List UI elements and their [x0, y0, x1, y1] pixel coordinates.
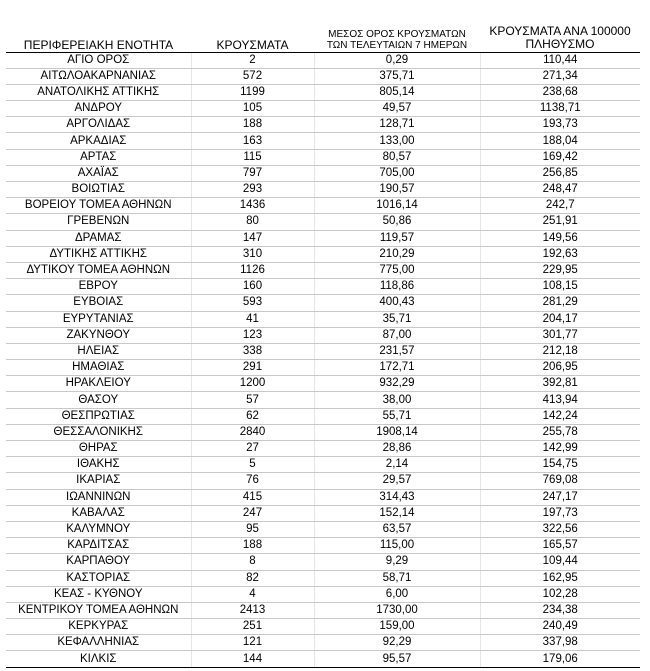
- cell-per100k: 240,49: [480, 619, 640, 635]
- table-row: [6, 279, 640, 295]
- cell-region: ΙΘΑΚΗΣ: [6, 457, 191, 473]
- cell-avg7: 6,00: [314, 586, 480, 602]
- cell-region: ΗΜΑΘΙΑΣ: [6, 360, 191, 376]
- cell-region: ΗΡΑΚΛΕΙΟΥ: [6, 376, 191, 392]
- table-row: [6, 343, 640, 359]
- cell-region: ΚΕΝΤΡΙΚΟΥ ΤΟΜΕΑ ΑΘΗΝΩΝ: [6, 602, 191, 618]
- cell-cases: 57: [191, 392, 314, 408]
- table-row: [6, 651, 640, 667]
- table-row: [6, 84, 640, 100]
- cell-cases: 415: [191, 489, 314, 505]
- cell-cases: 115: [191, 149, 314, 165]
- cell-per100k: 229,95: [480, 262, 640, 278]
- cell-region: ΚΕΑΣ - ΚΥΘΝΟΥ: [6, 586, 191, 602]
- cell-region: ΘΕΣΣΑΛΟΝΙΚΗΣ: [6, 424, 191, 440]
- cell-per100k: 149,56: [480, 230, 640, 246]
- cell-avg7: 9,29: [314, 554, 480, 570]
- cell-region: ΖΑΚΥΝΘΟΥ: [6, 327, 191, 343]
- cell-region: ΕΥΡΥΤΑΝΙΑΣ: [6, 311, 191, 327]
- table-row: [6, 262, 640, 278]
- cell-cases: 2840: [191, 424, 314, 440]
- cell-avg7: 1730,00: [314, 602, 480, 618]
- table-row: [6, 295, 640, 311]
- table-row: [6, 214, 640, 230]
- table-row: [6, 101, 640, 117]
- cell-avg7: 314,43: [314, 489, 480, 505]
- cell-per100k: 204,17: [480, 311, 640, 327]
- cell-avg7: 1016,14: [314, 198, 480, 214]
- table-row: [6, 327, 640, 343]
- cell-avg7: 190,57: [314, 182, 480, 198]
- table-row: [6, 538, 640, 554]
- cell-cases: 27: [191, 441, 314, 457]
- cell-per100k: 192,63: [480, 246, 640, 262]
- table-row: [6, 441, 640, 457]
- table-row: [6, 554, 640, 570]
- cell-region: ΙΩΑΝΝΙΝΩΝ: [6, 489, 191, 505]
- cell-cases: 1200: [191, 376, 314, 392]
- cell-region: ΒΟΡΕΙΟΥ ΤΟΜΕΑ ΑΘΗΝΩΝ: [6, 198, 191, 214]
- cell-cases: 163: [191, 133, 314, 149]
- cell-cases: 4: [191, 586, 314, 602]
- table-row: [6, 602, 640, 618]
- table-row: [6, 52, 640, 68]
- cell-avg7: 128,71: [314, 117, 480, 133]
- header-avg7-line2: ΤΩΝ ΤΕΛΕΥΤΑΙΩΝ 7 ΗΜΕΡΩΝ: [326, 39, 468, 51]
- cell-per100k: 281,29: [480, 295, 640, 311]
- cell-cases: 188: [191, 538, 314, 554]
- cell-avg7: 95,57: [314, 651, 480, 667]
- cell-avg7: 58,71: [314, 570, 480, 586]
- cell-avg7: 775,00: [314, 262, 480, 278]
- cell-per100k: 769,08: [480, 473, 640, 489]
- cases-table: [6, 18, 640, 668]
- cell-avg7: 80,57: [314, 149, 480, 165]
- cell-per100k: 248,47: [480, 182, 640, 198]
- cell-region: ΚΑΣΤΟΡΙΑΣ: [6, 570, 191, 586]
- table-row: [6, 376, 640, 392]
- cell-cases: 105: [191, 101, 314, 117]
- cell-per100k: 392,81: [480, 376, 640, 392]
- cell-avg7: 400,43: [314, 295, 480, 311]
- table-row: [6, 230, 640, 246]
- header-region-label: ΠΕΡΙΦΕΡΕΙΑΚΗ ΕΝΟΤΗΤΑ: [23, 37, 174, 52]
- cell-per100k: 162,95: [480, 570, 640, 586]
- cell-cases: 293: [191, 182, 314, 198]
- table-row: [6, 246, 640, 262]
- cell-avg7: 133,00: [314, 133, 480, 149]
- cell-region: ΗΛΕΙΑΣ: [6, 343, 191, 359]
- table-row: [6, 619, 640, 635]
- cell-region: ΑΧΑΪΑΣ: [6, 165, 191, 181]
- cell-cases: 572: [191, 68, 314, 84]
- cell-cases: 95: [191, 521, 314, 537]
- table-row: [6, 198, 640, 214]
- table-row: [6, 68, 640, 84]
- cell-per100k: 102,28: [480, 586, 640, 602]
- table-header: [6, 18, 640, 52]
- cell-region: ΕΥΒΟΙΑΣ: [6, 295, 191, 311]
- cell-region: ΚΑΡΠΑΘΟΥ: [6, 554, 191, 570]
- cell-region: ΚΑΡΔΙΤΣΑΣ: [6, 538, 191, 554]
- cell-per100k: 110,44: [480, 52, 640, 68]
- cell-avg7: 1908,14: [314, 424, 480, 440]
- cell-avg7: 49,57: [314, 101, 480, 117]
- header-avg7: [314, 18, 480, 52]
- table-row: [6, 408, 640, 424]
- cell-avg7: 63,57: [314, 521, 480, 537]
- cell-avg7: 375,71: [314, 68, 480, 84]
- table-row: [6, 505, 640, 521]
- cell-region: ΚΕΦΑΛΛΗΝΙΑΣ: [6, 635, 191, 651]
- header-row: [6, 18, 640, 52]
- cell-avg7: 92,29: [314, 635, 480, 651]
- cell-cases: 1126: [191, 262, 314, 278]
- cell-per100k: 271,34: [480, 68, 640, 84]
- table-row: [6, 133, 640, 149]
- cell-cases: 1199: [191, 84, 314, 100]
- cell-avg7: 55,71: [314, 408, 480, 424]
- cell-avg7: 0,29: [314, 52, 480, 68]
- cell-region: ΙΚΑΡΙΑΣ: [6, 473, 191, 489]
- cell-per100k: 179,06: [480, 651, 640, 667]
- table-row: [6, 360, 640, 376]
- cell-avg7: 932,29: [314, 376, 480, 392]
- table-row: [6, 392, 640, 408]
- cell-per100k: 197,73: [480, 505, 640, 521]
- cell-region: ΓΡΕΒΕΝΩΝ: [6, 214, 191, 230]
- cell-cases: 8: [191, 554, 314, 570]
- cell-per100k: 234,38: [480, 602, 640, 618]
- table-body: [6, 52, 640, 667]
- cell-avg7: 705,00: [314, 165, 480, 181]
- cell-region: ΑΙΤΩΛΟΑΚΑΡΝΑΝΙΑΣ: [6, 68, 191, 84]
- cell-cases: 338: [191, 343, 314, 359]
- cell-region: ΚΑΛΥΜΝΟΥ: [6, 521, 191, 537]
- cell-avg7: 87,00: [314, 327, 480, 343]
- cell-region: ΘΕΣΠΡΩΤΙΑΣ: [6, 408, 191, 424]
- cell-per100k: 322,56: [480, 521, 640, 537]
- cell-avg7: 152,14: [314, 505, 480, 521]
- cell-region: ΘΑΣΟΥ: [6, 392, 191, 408]
- cell-region: ΑΝΔΡΟΥ: [6, 101, 191, 117]
- cell-cases: 121: [191, 635, 314, 651]
- header-cases-label: ΚΡΟΥΣΜΑΤΑ: [216, 37, 289, 52]
- table-row: [6, 457, 640, 473]
- cell-region: ΔΥΤΙΚΗΣ ΑΤΤΙΚΗΣ: [6, 246, 191, 262]
- cell-cases: 247: [191, 505, 314, 521]
- cell-region: ΑΝΑΤΟΛΙΚΗΣ ΑΤΤΙΚΗΣ: [6, 84, 191, 100]
- cell-avg7: 38,00: [314, 392, 480, 408]
- cell-cases: 62: [191, 408, 314, 424]
- cell-region: ΔΡΑΜΑΣ: [6, 230, 191, 246]
- table-row: [6, 182, 640, 198]
- header-per100k-line2: ΠΛΗΘΥΣΜΟ: [525, 36, 595, 51]
- table-row: [6, 424, 640, 440]
- cell-cases: 5: [191, 457, 314, 473]
- cell-per100k: 109,44: [480, 554, 640, 570]
- cell-region: ΚΙΛΚΙΣ: [6, 651, 191, 667]
- cell-avg7: 172,71: [314, 360, 480, 376]
- cell-per100k: 301,77: [480, 327, 640, 343]
- cell-per100k: 242,7: [480, 198, 640, 214]
- cell-cases: 797: [191, 165, 314, 181]
- cell-avg7: 35,71: [314, 311, 480, 327]
- cell-cases: 147: [191, 230, 314, 246]
- cell-avg7: 2,14: [314, 457, 480, 473]
- cell-per100k: 251,91: [480, 214, 640, 230]
- table-row: [6, 165, 640, 181]
- cell-cases: 80: [191, 214, 314, 230]
- header-per100k: [480, 18, 640, 52]
- cell-cases: 1436: [191, 198, 314, 214]
- cell-per100k: 142,24: [480, 408, 640, 424]
- cell-avg7: 118,86: [314, 279, 480, 295]
- cell-per100k: 142,99: [480, 441, 640, 457]
- table-row: [6, 473, 640, 489]
- cell-avg7: 805,14: [314, 84, 480, 100]
- cell-avg7: 29,57: [314, 473, 480, 489]
- cell-region: ΑΡΚΑΔΙΑΣ: [6, 133, 191, 149]
- cell-per100k: 108,15: [480, 279, 640, 295]
- cell-avg7: 115,00: [314, 538, 480, 554]
- cell-avg7: 119,57: [314, 230, 480, 246]
- cell-avg7: 159,00: [314, 619, 480, 635]
- cell-region: ΚΑΒΑΛΑΣ: [6, 505, 191, 521]
- cases-table-sheet: [6, 18, 640, 668]
- table-row: [6, 149, 640, 165]
- cell-cases: 144: [191, 651, 314, 667]
- table-row: [6, 635, 640, 651]
- cell-per100k: 169,42: [480, 149, 640, 165]
- header-per100k-line1: ΚΡΟΥΣΜΑΤΑ ΑΝΑ 100000: [489, 23, 631, 38]
- header-avg7-line1: ΜΕΣΟΣ ΟΡΟΣ ΚΡΟΥΣΜΑΤΩΝ: [328, 28, 466, 40]
- cell-avg7: 231,57: [314, 343, 480, 359]
- cell-avg7: 28,86: [314, 441, 480, 457]
- header-region: [6, 18, 191, 52]
- cell-cases: 41: [191, 311, 314, 327]
- cell-cases: 251: [191, 619, 314, 635]
- cell-cases: 82: [191, 570, 314, 586]
- cell-per100k: 165,57: [480, 538, 640, 554]
- cell-cases: 593: [191, 295, 314, 311]
- cell-per100k: 193,73: [480, 117, 640, 133]
- cell-avg7: 50,86: [314, 214, 480, 230]
- cell-per100k: 256,85: [480, 165, 640, 181]
- table-row: [6, 570, 640, 586]
- cell-region: ΚΕΡΚΥΡΑΣ: [6, 619, 191, 635]
- cell-cases: 2: [191, 52, 314, 68]
- cell-cases: 2413: [191, 602, 314, 618]
- cell-region: ΑΓΙΟ ΟΡΟΣ: [6, 52, 191, 68]
- cell-per100k: 212,18: [480, 343, 640, 359]
- table-row: [6, 521, 640, 537]
- cell-per100k: 337,98: [480, 635, 640, 651]
- cell-cases: 160: [191, 279, 314, 295]
- cell-region: ΘΗΡΑΣ: [6, 441, 191, 457]
- cell-cases: 123: [191, 327, 314, 343]
- cell-per100k: 247,17: [480, 489, 640, 505]
- table-row: [6, 311, 640, 327]
- cell-region: ΕΒΡΟΥ: [6, 279, 191, 295]
- cell-per100k: 255,78: [480, 424, 640, 440]
- cell-avg7: 210,29: [314, 246, 480, 262]
- cell-region: ΑΡΤΑΣ: [6, 149, 191, 165]
- cell-per100k: 1138,71: [480, 101, 640, 117]
- cell-cases: 76: [191, 473, 314, 489]
- table-row: [6, 586, 640, 602]
- cell-cases: 310: [191, 246, 314, 262]
- cell-per100k: 238,68: [480, 84, 640, 100]
- table-row: [6, 489, 640, 505]
- header-cases: [191, 18, 314, 52]
- cell-region: ΒΟΙΩΤΙΑΣ: [6, 182, 191, 198]
- cell-per100k: 154,75: [480, 457, 640, 473]
- cell-per100k: 413,94: [480, 392, 640, 408]
- cell-per100k: 188,04: [480, 133, 640, 149]
- cell-cases: 291: [191, 360, 314, 376]
- cell-cases: 188: [191, 117, 314, 133]
- table-row: [6, 117, 640, 133]
- cell-region: ΔΥΤΙΚΟΥ ΤΟΜΕΑ ΑΘΗΝΩΝ: [6, 262, 191, 278]
- cell-region: ΑΡΓΟΛΙΔΑΣ: [6, 117, 191, 133]
- cell-per100k: 206,95: [480, 360, 640, 376]
